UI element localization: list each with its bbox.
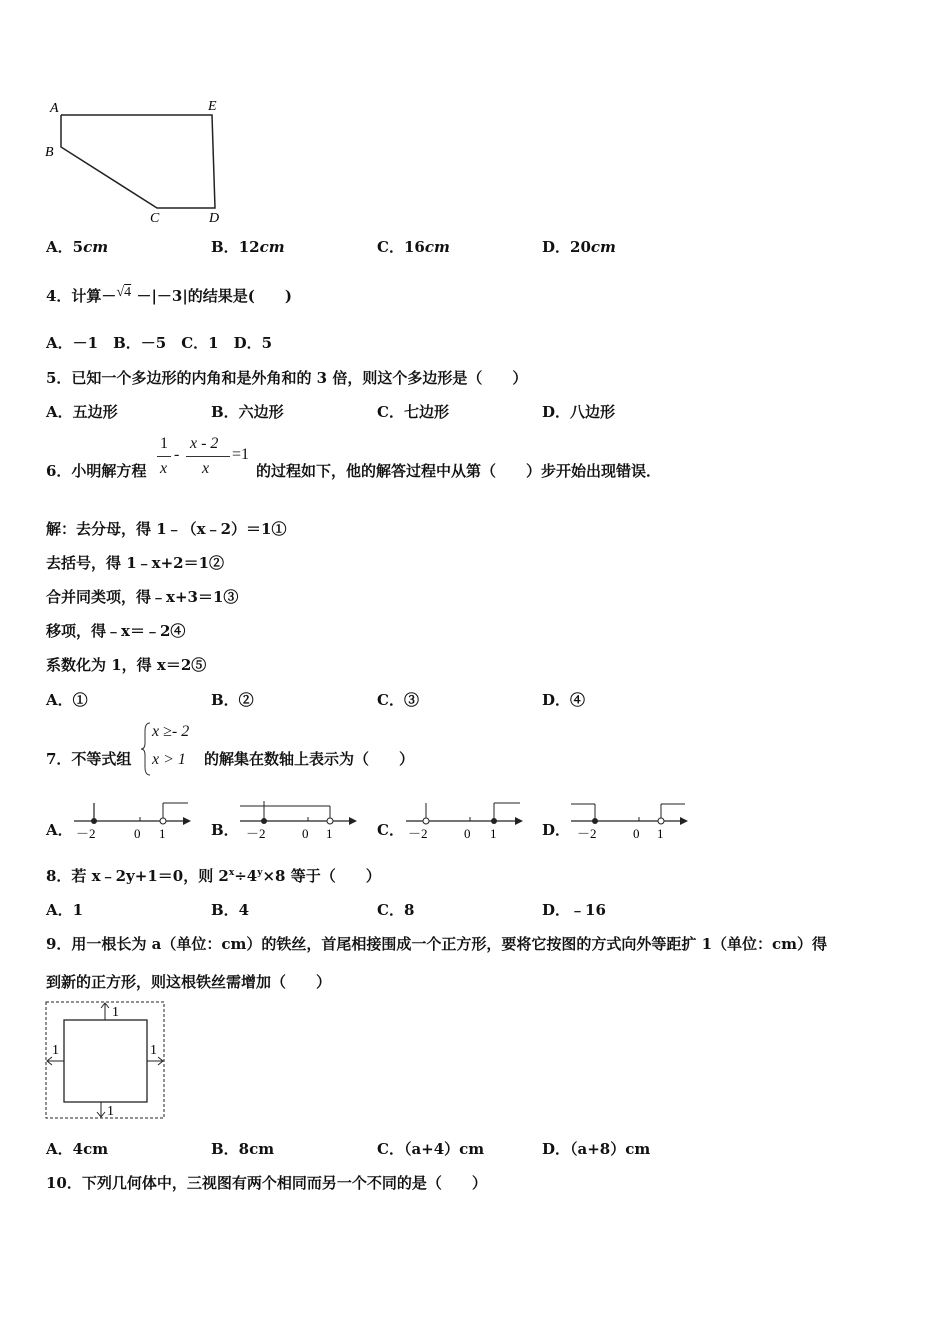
- q7a-tick-neg2: －2: [76, 826, 96, 841]
- q8-option-a: A．1: [46, 901, 84, 919]
- q3-label-c: C: [150, 211, 160, 226]
- q7b-tick-1: 1: [326, 826, 333, 841]
- q6-frac2-num: x - 2: [190, 435, 219, 452]
- q8-stem-pre: 8．若 x﹣2y+1＝0，则 2: [46, 867, 229, 885]
- q3-option-d: [542, 236, 616, 257]
- q3-option-c-text: 16: [403, 238, 425, 256]
- q6-prefix: 6．小明解方程: [46, 462, 147, 480]
- q7-option-a-letter: A．: [46, 821, 73, 839]
- q7-numberline-b: [236, 798, 361, 844]
- q3-option-d-unit: cm: [590, 238, 616, 256]
- q6-suffix: 的过程如下，他的解答过程中从第（ ）步开始出现错误．: [256, 462, 662, 480]
- q6-minus: -: [174, 446, 180, 463]
- q4-stem: 4．计算－ √4 －|－3|的结果是( ): [46, 285, 292, 305]
- q3-option-c-letter: C．: [377, 238, 404, 256]
- q4-radicand: 4: [124, 285, 132, 300]
- q9-label-left: 1: [52, 1043, 59, 1058]
- q6-step-4: 移项，得﹣x＝﹣2④: [46, 622, 186, 640]
- q7d-tick-0: 0: [633, 826, 640, 841]
- q6-step-3: 合并同类项，得﹣x+3＝1③: [46, 588, 239, 606]
- q9-stem-line1: 9．用一根长为 a（单位：cm）的铁丝，首尾相接围成一个正方形，要将它按图的方式向外等距扩 1（单位：cm）得: [46, 935, 828, 953]
- q9-figure: [44, 1000, 168, 1122]
- q8-stem: [46, 865, 381, 886]
- q6-frac2-bar: [186, 456, 230, 457]
- q3-option-c-unit: cm: [424, 238, 450, 256]
- q3-option-a-unit: cm: [83, 238, 109, 256]
- q7-option-d-letter: D．: [542, 821, 571, 839]
- q9-option-d: D．（a+8）cm: [542, 1140, 651, 1158]
- q7c-tick-1: 1: [490, 826, 497, 841]
- q3-option-a-letter: A．: [46, 238, 73, 256]
- q5-option-c: C．七边形: [377, 403, 449, 421]
- q8-sup-y: y: [257, 868, 263, 878]
- q3-option-c: [377, 236, 450, 257]
- q6-step-2: 去括号，得 1﹣x+2＝1②: [46, 554, 225, 572]
- q7d-tick-1: 1: [657, 826, 664, 841]
- q6-frac1-num: 1: [160, 435, 168, 452]
- q8-option-c: C．8: [377, 901, 415, 919]
- q7d-tick-neg2: －2: [577, 826, 597, 841]
- q3-option-a: [46, 236, 108, 257]
- q7a-tick-0: 0: [134, 826, 141, 841]
- q6-frac1-den: x: [160, 460, 168, 477]
- q9-label-right: 1: [150, 1043, 157, 1058]
- q3-label-e: E: [208, 99, 217, 114]
- q8-mid: ÷4: [234, 867, 258, 885]
- q8-sup-x: x: [228, 868, 235, 878]
- q9-option-b: B．8cm: [211, 1140, 275, 1158]
- q7-option-c-letter: C．: [377, 821, 404, 839]
- q3-label-b: B: [45, 145, 54, 160]
- q7-numberline-c: [402, 798, 527, 844]
- q7-brace: [140, 721, 152, 777]
- q4-options: A．－1 B．－5 C．1 D．5: [46, 334, 273, 352]
- q5-stem: 5．已知一个多边形的内角和是外角和的 3 倍，则这个多边形是（ ）: [46, 369, 528, 387]
- q7-option-b-letter: B．: [211, 821, 239, 839]
- q6-step-1: 解：去分母，得 1﹣（x﹣2）＝1①: [46, 520, 287, 538]
- q6-frac2-den: x: [202, 460, 210, 477]
- q7-ineq1: x ≥- 2: [152, 723, 190, 740]
- q9-stem-line2: 到新的正方形，则这根铁丝需增加（ ）: [46, 973, 332, 991]
- q3-option-b: [211, 236, 285, 257]
- q7-ineq2: x > 1: [152, 751, 186, 768]
- q8-option-b: B．4: [211, 901, 250, 919]
- q7-numberline-a: [70, 798, 195, 844]
- q7b-tick-neg2: －2: [246, 826, 266, 841]
- q5-option-a: A．五边形: [46, 403, 118, 421]
- q3-option-b-unit: cm: [259, 238, 285, 256]
- q9-option-a: A．4cm: [46, 1140, 109, 1158]
- q7-suffix: 的解集在数轴上表示为（ ）: [204, 750, 415, 768]
- q3-figure: [40, 92, 240, 232]
- q3-label-d: D: [209, 211, 220, 226]
- q3-label-a: A: [50, 101, 59, 116]
- q5-option-d: D．八边形: [542, 403, 616, 421]
- q6-eq: =1: [232, 446, 250, 463]
- q7-prefix: 7．不等式组: [46, 750, 132, 768]
- q7-numberline-d: [567, 798, 692, 844]
- q3-option-d-text: 20: [570, 238, 591, 256]
- q6-option-b: B．②: [211, 691, 254, 709]
- q6-frac1-bar: [157, 456, 171, 457]
- q9-option-c: C．（a+4）cm: [377, 1140, 485, 1158]
- q3-option-b-text: 12: [238, 238, 260, 256]
- q9-label-bottom: 1: [107, 1104, 114, 1119]
- q7b-tick-0: 0: [302, 826, 309, 841]
- q3-option-d-letter: D．: [542, 238, 571, 256]
- q5-option-b: B．六边形: [211, 403, 284, 421]
- q4-suffix: －|－3|的结果是( ): [136, 287, 292, 305]
- q7c-tick-0: 0: [464, 826, 471, 841]
- q3-polygon: [61, 115, 215, 208]
- q8-option-d: D．﹣16: [542, 901, 606, 919]
- q7c-tick-neg2: －2: [408, 826, 428, 841]
- q6-option-c: C．③: [377, 691, 419, 709]
- q6-step-5: 系数化为 1，得 x＝2⑤: [46, 656, 207, 674]
- q10-stem: 10．下列几何体中，三视图有两个相同而另一个不同的是（ ）: [46, 1174, 487, 1192]
- q3-option-a-text: 5: [72, 238, 84, 256]
- q6-option-d: D．④: [542, 691, 586, 709]
- q6-option-a: A．①: [46, 691, 88, 709]
- q3-option-b-letter: B．: [211, 238, 239, 256]
- q4-prefix: 4．计算－: [46, 287, 117, 305]
- q9-label-top: 1: [112, 1005, 119, 1020]
- q7a-tick-1: 1: [159, 826, 166, 841]
- q8-stem-post: ×8 等于（ ）: [262, 867, 381, 885]
